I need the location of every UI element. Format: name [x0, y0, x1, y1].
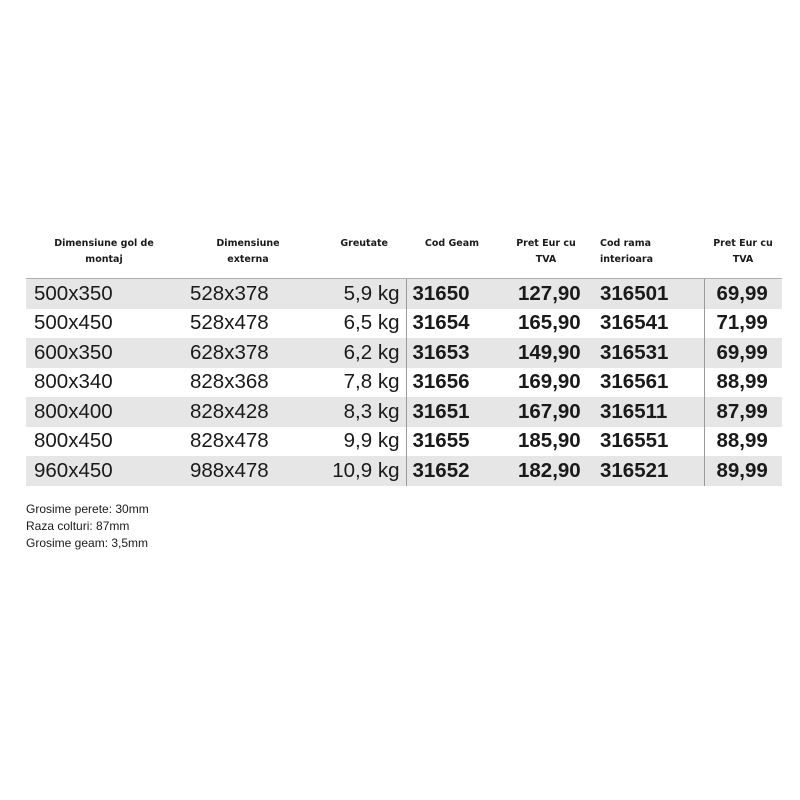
note-raza-colturi: Raza colturi: 87mm	[26, 519, 130, 533]
header-cod-geam: Cod Geam	[406, 236, 498, 279]
cell-dimensiune-gol: 960x450	[26, 456, 182, 486]
cell-cod-geam: 31656	[412, 370, 470, 394]
cell-pret-rama: 87,99	[704, 397, 782, 427]
table-row	[26, 309, 782, 339]
cell-cod-geam: 31654	[412, 311, 470, 335]
cell-cod-rama: 316511	[594, 397, 704, 427]
cell-pret-geam: 169,90	[518, 370, 581, 394]
cell-cod-rama: 316541	[594, 309, 704, 339]
cell-greutate: 9,9 kg	[314, 427, 406, 457]
header-dimensiune-gol: Dimensiune gol de montaj	[26, 236, 182, 279]
cell-pret-geam: 127,90	[498, 279, 594, 309]
cell-pret-rama: 88,99	[716, 429, 768, 453]
cell-cod-geam: 31651	[406, 397, 498, 427]
cell-greutate: 6,5 kg	[314, 309, 406, 339]
cell-dimensiune-externa: 828x478	[190, 429, 269, 453]
table-row	[26, 397, 782, 427]
cell-pret-rama: 88,99	[716, 370, 768, 394]
cell-pret-rama: 69,99	[704, 279, 782, 309]
cell-greutate: 6,2 kg	[314, 338, 406, 368]
cell-dimensiune-gol: 800x400	[26, 397, 182, 427]
cell-dimensiune-externa: 988x478	[182, 456, 314, 486]
header-dimensiune-externa: Dimensiune externa	[182, 236, 314, 279]
table-row	[26, 338, 782, 368]
header-pret-geam: Pret Eur cu TVA	[498, 236, 594, 279]
cell-pret-geam: 182,90	[498, 456, 594, 486]
table-row	[26, 279, 782, 309]
cell-cod-geam: 31650	[406, 279, 498, 309]
cell-cod-geam: 31655	[412, 429, 470, 453]
cell-pret-geam: 149,90	[498, 338, 594, 368]
cell-pret-geam: 185,90	[518, 429, 581, 453]
header-cod-rama: Cod rama interioara	[594, 236, 704, 279]
cell-greutate: 7,8 kg	[314, 368, 406, 398]
cell-dimensiune-externa: 528x478	[190, 311, 269, 335]
cell-dimensiune-externa: 828x368	[190, 370, 269, 394]
cell-pret-geam: 165,90	[518, 311, 581, 335]
header-greutate: Greutate	[314, 236, 406, 279]
cell-cod-geam: 31653	[406, 338, 498, 368]
cell-dimensiune-gol: 500x450	[34, 311, 113, 335]
note-grosime-perete: Grosime perete: 30mm	[26, 502, 149, 516]
cell-pret-rama: 71,99	[716, 311, 768, 335]
cell-pret-rama: 69,99	[704, 338, 782, 368]
cell-cod-rama: 316551	[594, 427, 704, 457]
cell-greutate: 8,3 kg	[314, 397, 406, 427]
spec-notes	[26, 501, 149, 552]
cell-greutate: 10,9 kg	[314, 456, 406, 486]
cell-cod-rama: 316501	[594, 279, 704, 309]
header-pret-rama: Pret Eur cu TVA	[704, 236, 782, 279]
table-row	[26, 427, 782, 457]
table-body	[26, 279, 782, 486]
cell-dimensiune-gol: 800x450	[34, 429, 113, 453]
table-row	[26, 368, 782, 398]
cell-cod-geam: 31652	[406, 456, 498, 486]
product-spec-table	[26, 236, 782, 486]
cell-pret-rama: 89,99	[704, 456, 782, 486]
cell-cod-rama: 316531	[594, 338, 704, 368]
cell-pret-geam: 167,90	[498, 397, 594, 427]
cell-dimensiune-externa: 628x378	[182, 338, 314, 368]
note-grosime-geam: Grosime geam: 3,5mm	[26, 536, 149, 550]
cell-cod-rama: 316521	[594, 456, 704, 486]
product-spec-table-container	[26, 236, 782, 486]
cell-dimensiune-gol: 500x350	[26, 279, 182, 309]
cell-dimensiune-gol: 600x350	[26, 338, 182, 368]
table-header-row	[26, 236, 782, 279]
cell-dimensiune-externa: 828x428	[182, 397, 314, 427]
cell-greutate: 5,9 kg	[314, 279, 406, 309]
table-row	[26, 456, 782, 486]
cell-dimensiune-gol: 800x340	[34, 370, 113, 394]
cell-dimensiune-externa: 528x378	[182, 279, 314, 309]
cell-cod-rama: 316561	[594, 368, 704, 398]
